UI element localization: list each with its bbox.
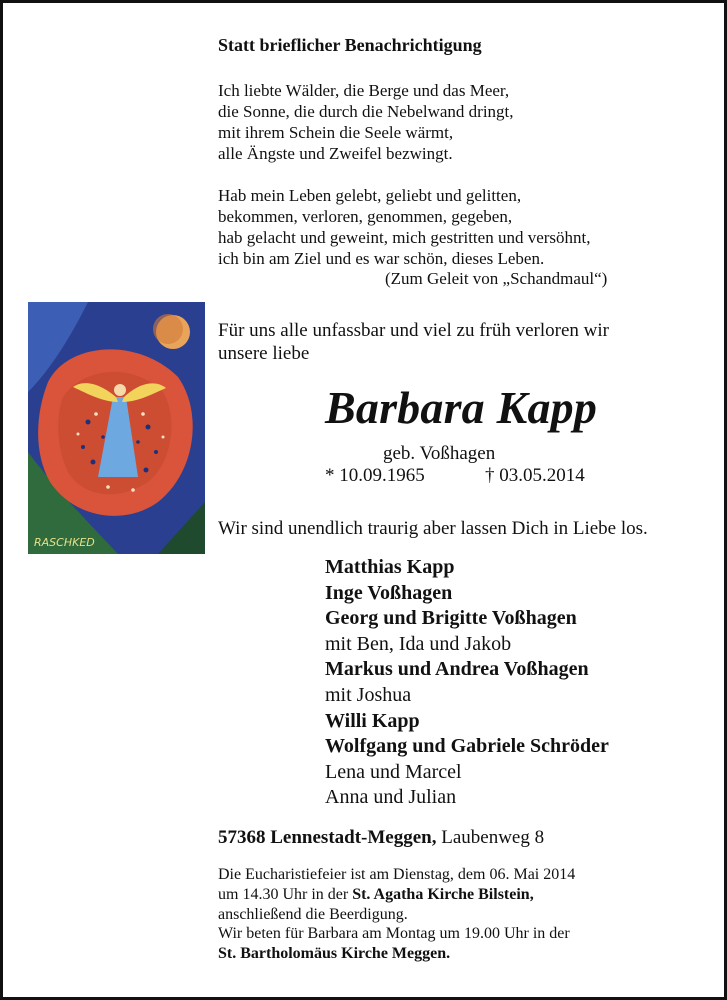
poem-credit: (Zum Geleit von „Schandmaul“) [385, 269, 608, 288]
poem-stanza-2 [218, 185, 591, 269]
address [218, 827, 544, 849]
poem-line: mit ihrem Schein die Seele wärmt, [218, 123, 454, 142]
poem-stanza-1 [218, 80, 514, 164]
poem-line: bekommen, verloren, genommen, gegeben, [218, 207, 513, 226]
service-line: Die Eucharistiefeier ist am Dienstag, dem 06. Mai 2014 [218, 866, 576, 883]
angel-painting-icon [28, 302, 205, 554]
prayer-church: St. Bartholomäus Kirche Meggen. [218, 945, 451, 963]
service-line: Wir beten für Barbara am Montag um 19.00 Uhr in der [218, 925, 570, 943]
born-name: geb. Voßhagen [383, 443, 496, 464]
address-street: Laubenweg 8 [441, 827, 545, 848]
service-church: St. Agatha Kirche Bilstein, [352, 885, 534, 903]
poem-line: Ich liebte Wälder, die Berge und das Meer, [218, 81, 510, 100]
notice-heading: Statt brieflicher Benachrichtigung [218, 35, 482, 55]
mourner: Inge Voßhagen [325, 581, 453, 604]
mourner: Markus und Andrea Voßhagen [325, 658, 589, 681]
address-city: 57368 Lennestadt-Meggen, [218, 827, 437, 848]
mourner-children: mit Ben, Ida und Jakob [325, 632, 512, 655]
poem-line: Hab mein Leben gelebt, geliebt und gelitten, [218, 186, 522, 205]
service-time: um 14.30 Uhr in der [218, 885, 349, 903]
mourner: Georg und Brigitte Voßhagen [325, 607, 577, 630]
service-line: anschließend die Beerdigung. [218, 905, 408, 923]
birth-date: * 10.09.1965 [325, 465, 425, 486]
service-line [218, 885, 575, 905]
mourner-children: Anna und Julian [325, 786, 457, 809]
mourner: Wolfgang und Gabriele Schröder [325, 735, 609, 758]
intro-text [218, 319, 609, 365]
mourner: Matthias Kapp [325, 556, 455, 578]
deceased-name: Barbara Kapp [325, 382, 598, 433]
service-info [218, 865, 575, 964]
death-date: † 03.05.2014 [485, 465, 585, 486]
mourner: Willi Kapp [325, 709, 420, 732]
poem-line: alle Ängste und Zweifel bezwingt. [218, 144, 453, 163]
mourner-children: mit Joshua [325, 683, 412, 706]
mourners-list [325, 555, 609, 811]
intro-line: Für uns alle unfassbar und viel zu früh verloren wir [218, 320, 609, 341]
poem-line: die Sonne, die durch die Nebelwand dringt, [218, 102, 514, 121]
painting-signature: RASCHKED [34, 536, 95, 549]
poem-line: ich bin am Ziel und es war schön, dieses Leben. [218, 249, 545, 268]
service-line [218, 944, 575, 964]
farewell-text: Wir sind unendlich traurig aber lassen Dich in Liebe los. [218, 518, 648, 539]
intro-line: unsere liebe [218, 343, 310, 364]
poem-line: hab gelacht und geweint, mich gestritten und versöhnt, [218, 228, 591, 247]
mourner-children: Lena und Marcel [325, 760, 462, 783]
